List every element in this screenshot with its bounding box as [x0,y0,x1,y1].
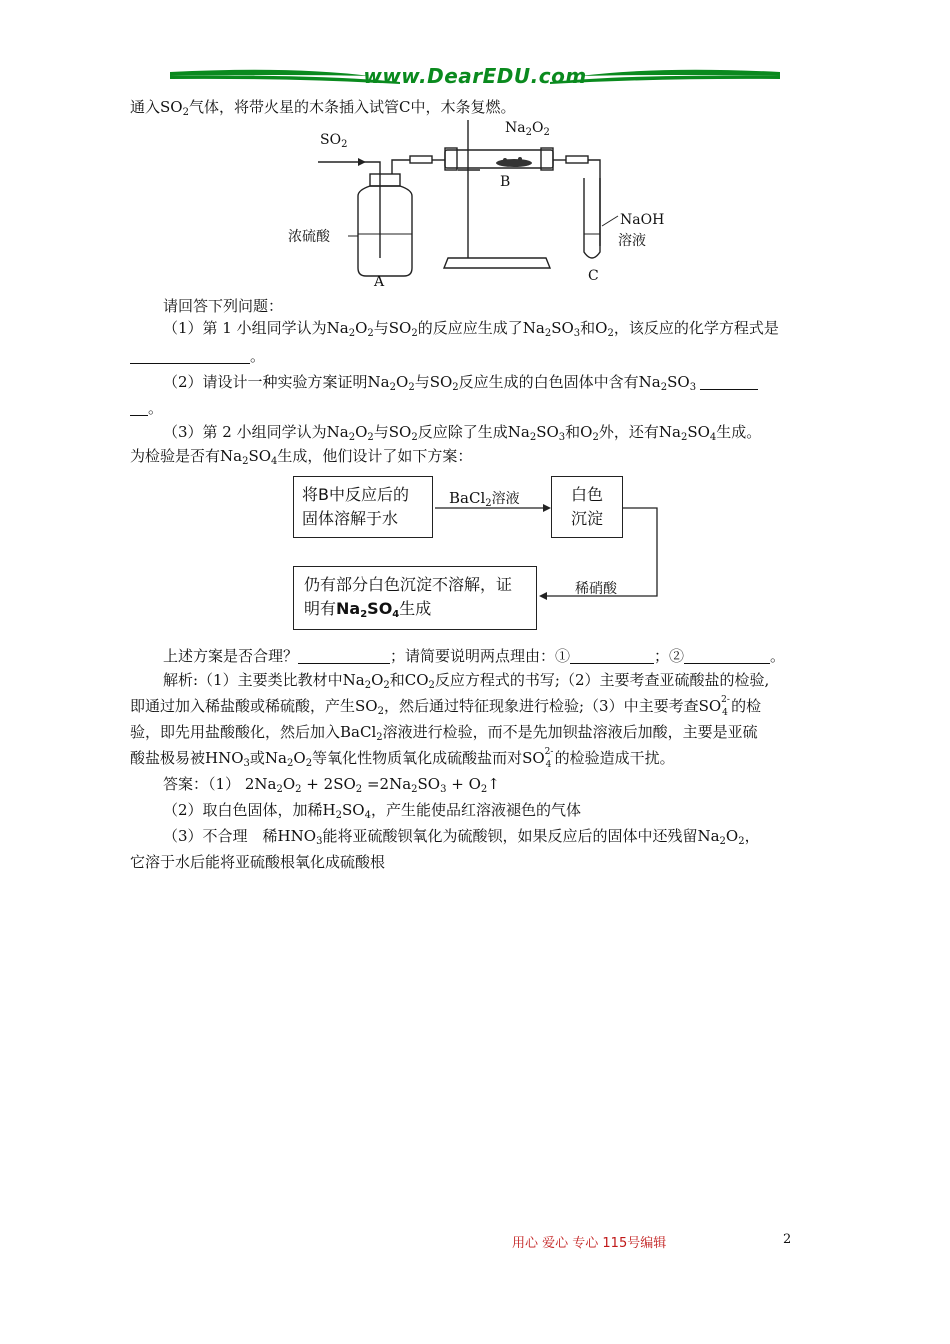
question-2: （2）请设计一种实验方案证明$Na_2O_2$与$SO_2$反应生成的白色固体中含有$Na_2SO_3$ [163,372,758,392]
flowchart [285,474,665,636]
label-b: B [500,174,511,190]
label-c: C [588,268,599,284]
na2o2-label: $Na_2O_2$ [505,120,550,138]
flow-box-precipitate: 白色 沉淀 [551,476,623,538]
acid-label: 浓硫酸 [288,229,330,245]
question-2-answer-line: 。 [130,398,163,418]
label-a: A [374,274,385,290]
flow-box-conclusion: 仍有部分白色沉淀不溶解，证 明有$Na_2SO_4$生成 [293,566,537,630]
answer-blank-reason-1[interactable] [570,648,654,664]
question-3: （3）第 2 小组同学认为$Na_2O_2$与$SO_2$反应除了生成$Na_2SO_3$和$O_2$外，还有$Na_2SO_4$生成。 [163,423,762,443]
footer-note: 用心 爱心 专心 115号编辑 [512,1236,667,1251]
question-prompt: 请回答下列问题： [163,297,284,315]
answer-line-1: 答案：（1） $2Na_2O_2 + 2SO_2 =2Na_2SO_3$ + $O_2↑$ [163,775,500,795]
flow-box-dissolve: 将B中反应后的 固体溶解于水 [293,476,433,538]
naoh-label: NaOH [620,212,665,228]
analysis-line-2: 即通过加入稀盐酸或稀硫酸，产生$SO_2$，然后通过特征现象进行检验;（3）中主要考查SO 2- 4 的检 [130,695,762,718]
answer-line-3: （3）不合理 稀$HNO_3$能将亚硫酸钡氧化为硫酸钡，如果反应后的固体中还残留$Na_2O_2$， [163,827,760,847]
answer-blank-2[interactable] [700,374,758,390]
answer-line-4: 它溶于水后能将亚硫酸根氧化成硫酸根 [130,853,386,871]
reagent-bacl2-label: BaCl$_2$溶液 [449,489,520,509]
apparatus-diagram [300,118,680,290]
site-banner [170,62,780,92]
apparatus-figure [288,118,680,290]
followup-question: 上述方案是否合理？ ；请简要说明两点理由：① ；② 。 [163,647,786,665]
answer-line-2: （2）取白色固体，加稀$H_2SO_4$，产生能使品红溶液褪色的气体 [163,801,581,821]
site-url[interactable]: www.DearEDU.com [363,64,587,88]
analysis-line-4: 酸盐极易被$HNO_3$或$Na_2O_2$等氧化性物质氧化成硫酸盐而对SO 2- 4 的检验造成干扰。 [130,747,675,770]
analysis-line-3: 验，即先用盐酸酸化，然后加入BaCl$_2$溶液进行检验，而不是先加钡盐溶液后加酸，主要是亚硫 [130,723,758,743]
answer-blank-reason-2[interactable] [684,648,770,664]
question-3-line2: 为检验是否有$Na_2SO_4$生成，他们设计了如下方案： [130,447,473,467]
answer-blank-reasonable[interactable] [298,648,390,664]
question-1-answer-line: 。 [130,346,265,366]
intro-line: 通入$SO_2$气体，将带火星的木条插入试管C中，木条复燃。 [130,98,516,118]
answer-blank-2b[interactable] [130,400,148,416]
page-number: 2 [783,1232,792,1247]
analysis-line-1: 解析:（1）主要类比教材中$Na_2O_2$和$CO_2$反应方程式的书写;（2）主要考查亚硫酸盐的检验, [163,671,770,691]
answer-blank-1[interactable] [130,348,250,364]
so2-inlet-label: $SO_2$ [320,132,348,150]
question-1: （1）第 1 小组同学认为$Na_2O_2$与$SO_2$的反应应生成了$Na_2SO_3$和$O_2$，该反应的化学方程式是 [163,319,779,339]
reagent-hno3-label: 稀硝酸 [575,581,617,597]
solution-label: 溶液 [618,233,646,249]
